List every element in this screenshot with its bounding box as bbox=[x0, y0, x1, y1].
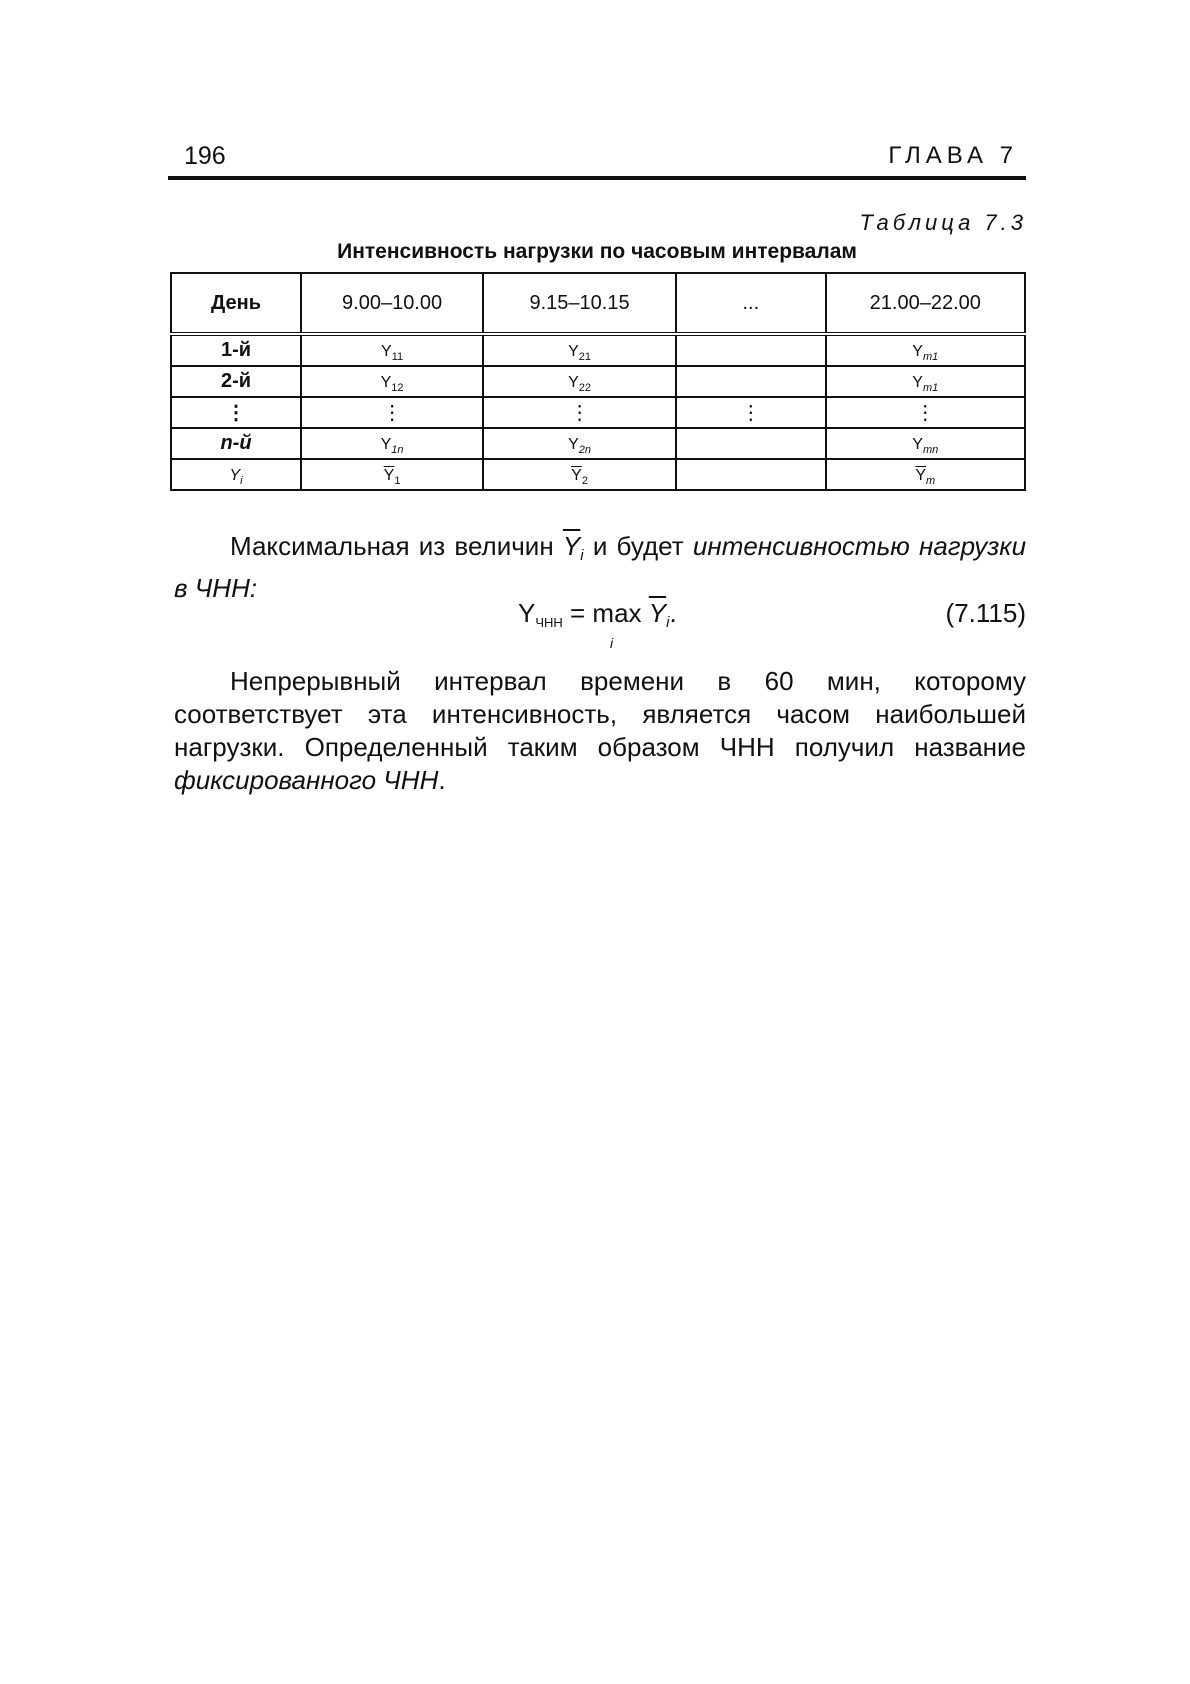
symbol-y-bar: $\overline{Y}$ bbox=[562, 531, 581, 561]
value-cell: $Y_{mn}$ bbox=[826, 428, 1025, 459]
value-cell: $Y_{22}$ bbox=[483, 366, 676, 397]
day-cell: n-й bbox=[171, 428, 301, 459]
day-cell: 1-й bbox=[171, 334, 301, 366]
table-row bbox=[171, 428, 1025, 459]
table-label: Таблица 7.3 bbox=[859, 210, 1027, 235]
value-cell: $\overline{Y}_m$ bbox=[826, 459, 1025, 490]
table-row bbox=[171, 397, 1025, 428]
table-row bbox=[171, 459, 1025, 490]
value-cell: $Y_{11}$ bbox=[301, 334, 483, 366]
equation-number: (7.115) bbox=[945, 598, 1026, 628]
value-cell: ⋮ bbox=[676, 397, 826, 428]
column-header-interval-1: 9.00–10.00 bbox=[301, 273, 483, 334]
load-intensity-table bbox=[170, 272, 1026, 491]
value-cell bbox=[676, 334, 826, 366]
column-header-ellipsis: ... bbox=[676, 273, 826, 334]
value-cell: ⋮ bbox=[483, 397, 676, 428]
value-cell bbox=[676, 428, 826, 459]
term-fixed-busy-hour: фиксированного ЧНН bbox=[174, 765, 439, 795]
page-header bbox=[168, 140, 1026, 180]
paragraph-fixed-busy-hour: Непрерывный интервал времени в 60 мин, которому соответствует эта интенсивность, является часом наибольшей нагрузки. Определенный таким образом ЧНН получил название фиксированного ЧНН. bbox=[174, 666, 1026, 795]
table-title: Интенсивность нагрузки по часовым интервалам bbox=[337, 240, 857, 263]
table-row bbox=[171, 334, 1025, 366]
paragraph-max-intensity: Максимальная из величин $\overline{Y}i$ и будет интенсивностью нагрузки в ЧНН: bbox=[174, 531, 1027, 603]
value-cell: $Y_{21}$ bbox=[483, 334, 676, 366]
value-cell: ⋮ bbox=[301, 397, 483, 428]
value-cell: $Y_{12}$ bbox=[301, 366, 483, 397]
day-cell: 2-й bbox=[171, 366, 301, 397]
value-cell: $\overline{Y}_1$ bbox=[301, 459, 483, 490]
formula-7-115: YЧНН = $\max \overline{Y}i$. i bbox=[518, 598, 677, 638]
day-cell: ⋮ bbox=[171, 397, 301, 428]
column-header-interval-m: 21.00–22.00 bbox=[826, 273, 1025, 334]
value-cell bbox=[676, 366, 826, 397]
term-load-intensity: интенсивностью нагрузки в ЧНН: bbox=[174, 531, 1027, 603]
column-header-interval-2: 9.15–10.15 bbox=[483, 273, 676, 334]
value-cell: $Y_{2n}$ bbox=[483, 428, 676, 459]
table-row bbox=[171, 366, 1025, 397]
table-header-row bbox=[171, 273, 1025, 334]
value-cell: $\overline{Y}_2$ bbox=[483, 459, 676, 490]
value-cell bbox=[676, 459, 826, 490]
value-cell: $Y_{m1}$ bbox=[826, 366, 1025, 397]
max-index: i bbox=[610, 635, 614, 651]
value-cell: $Y_{m1}$ bbox=[826, 334, 1025, 366]
page-number: 196 bbox=[184, 142, 226, 170]
column-header-day: День bbox=[171, 273, 301, 334]
day-cell: $Y_i$ bbox=[171, 459, 301, 490]
value-cell: $Y_{1n}$ bbox=[301, 428, 483, 459]
chapter-title: ГЛАВА 7 bbox=[888, 142, 1018, 169]
value-cell: ⋮ bbox=[826, 397, 1025, 428]
